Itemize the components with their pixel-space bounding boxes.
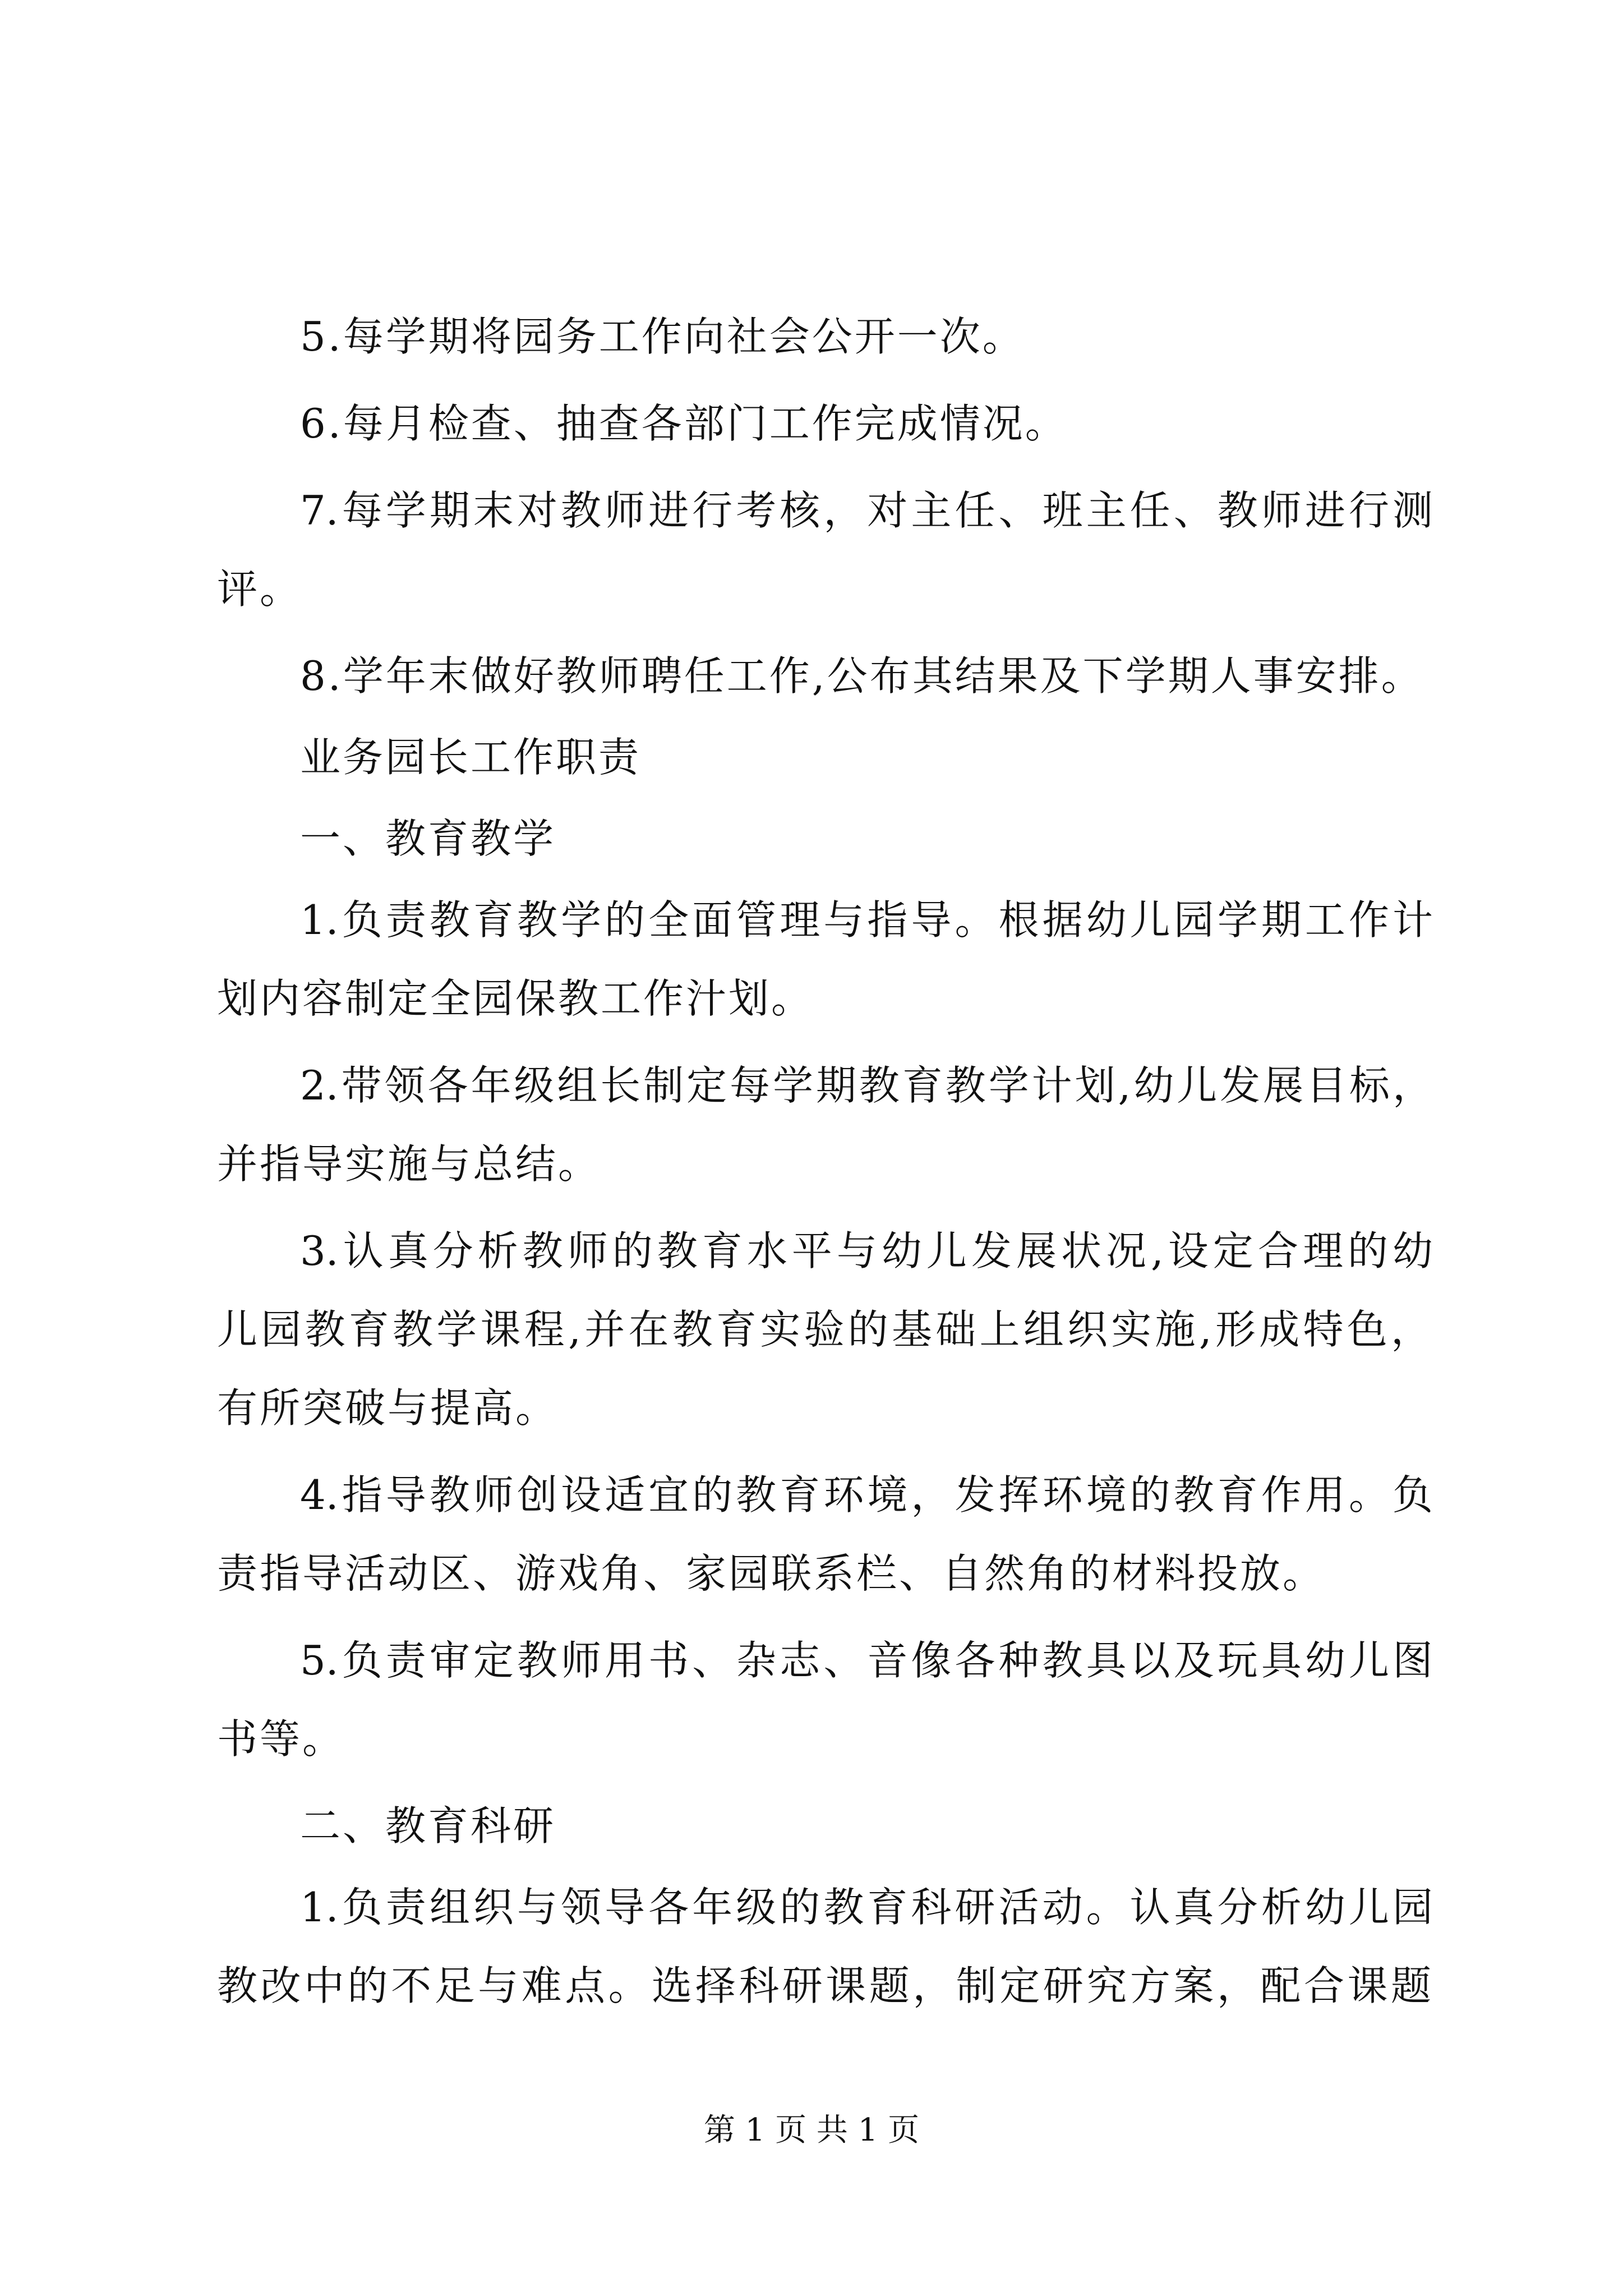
text-line: 5.每学期将园务工作向社会公开一次。 <box>300 313 1025 360</box>
text-line: 8.学年末做好教师聘任工作,公布其结果及下学期人事安排。 <box>300 652 1424 700</box>
section-heading: 业务园长工作职责 <box>300 734 642 781</box>
text-line: 6.每月检查、抽查各部门工作完成情况。 <box>300 400 1068 447</box>
text-line: 5.负责审定教师用书、杂志、音像各种教具以及玩具幼儿图 <box>300 1637 1433 1684</box>
text-line: 划内容制定全园保教工作汁划。 <box>217 975 814 1022</box>
text-line: 有所突破与提高。 <box>217 1384 559 1432</box>
text-line: 儿园教育教学课程,并在教育实验的基础上组织实施,形成特色， <box>217 1306 1431 1353</box>
page-footer <box>0 2108 1623 2153</box>
section-heading: 二、教育科研 <box>300 1802 556 1849</box>
section-heading: 一、教育教学 <box>300 815 556 862</box>
text-line: 教改中的不足与难点。选择科研课题，制定研究方案，配合课题 <box>217 1962 1431 2009</box>
text-line: 4.指导教师创设适宜的教育环境，发挥环境的教育作用。负 <box>300 1471 1433 1519</box>
page-number-label: 第 1 页 共 1 页 <box>703 2112 920 2148</box>
text-line: 责指导活动区、游戏角、家园联系栏、自然角的材料投放。 <box>217 1550 1326 1597</box>
text-line: 评。 <box>217 565 303 613</box>
text-line: 并指导实施与总结。 <box>217 1140 601 1188</box>
text-line: 2.带领各年级组长制定每学期教育教学计划,幼儿发展目标， <box>300 1062 1433 1109</box>
text-line: 书等。 <box>217 1715 345 1763</box>
text-line: 1.负责教育教学的全面管理与指导。根据幼儿园学期工作计 <box>300 896 1433 944</box>
text-line: 7.每学期末对教师进行考核，对主任、班主任、教师进行测 <box>300 487 1433 534</box>
text-line: 1.负责组织与领导各年级的教育科研活动。认真分析幼儿园 <box>300 1884 1433 1931</box>
text-line: 3.认真分析教师的教育水平与幼儿发展状况,设定合理的幼 <box>300 1227 1433 1274</box>
